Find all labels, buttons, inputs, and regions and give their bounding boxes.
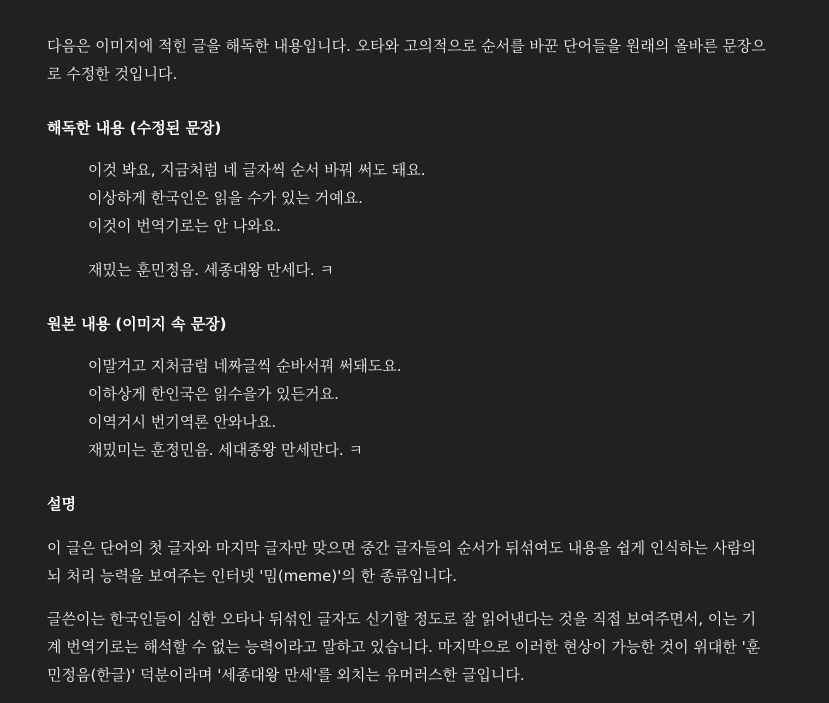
intro-paragraph: 다음은 이미지에 적힌 글을 해독한 내용입니다. 오타와 고의적으로 순서를 바꾼 단어들을 원래의 올바른 문장으로 수정한 것입니다. bbox=[47, 37, 766, 83]
original-heading: 원본 내용 (이미지 속 문장) bbox=[47, 315, 227, 333]
decoded-quote bbox=[88, 156, 748, 240]
decoded-line-1: 이것 봐요, 지금처럼 네 글자씩 순서 바꿔 써도 돼요. bbox=[88, 161, 426, 179]
decoded-line-2: 이상하게 한국인은 읽을 수가 있는 거예요. bbox=[88, 189, 363, 207]
original-line-4: 재밌미는 훈정민음. 세대종왕 만세만다. ㅋ bbox=[88, 441, 363, 459]
decoded-last-line: 재밌는 훈민정음. 세종대왕 만세다. ㅋ bbox=[88, 261, 334, 279]
decoded-line-3: 이것이 번역기로는 안 나와요. bbox=[88, 217, 281, 235]
decoded-last-quote bbox=[88, 256, 748, 284]
explanation-paragraph-2: 글쓴이는 한국인들이 심한 오타나 뒤섞인 글자도 신기할 정도로 잘 읽어낸다는 것을 직접 보여주면서, 이는 기계 번역기로는 해석할 수 없는 능력이라고 말하고 있습니다. 마지막으로 이러한 현상이 가능한 것이 위대한 '훈민정음(한글)' 덕분이라며 '세종대왕 만세'를 외치는 유머러스한 글입니다. bbox=[47, 610, 761, 684]
original-line-2: 이하상게 한인국은 읽수을가 있든거요. bbox=[88, 385, 339, 403]
original-line-1: 이말거고 지처금럼 네짜글씩 순바서꿔 써돼도요. bbox=[88, 357, 402, 375]
original-quote bbox=[88, 352, 748, 464]
explanation-paragraph-1: 이 글은 단어의 첫 글자와 마지막 글자만 맞으면 중간 글자들의 순서가 뒤섞여도 내용을 쉽게 인식하는 사람의 뇌 처리 능력을 보여주는 인터넷 '밈(meme)'의 한 종류입니다. bbox=[47, 539, 757, 585]
explanation-heading: 설명 bbox=[47, 495, 76, 513]
original-line-3: 이역거시 번기역론 안와나요. bbox=[88, 413, 277, 431]
decoded-heading: 해독한 내용 (수정된 문장) bbox=[47, 119, 222, 137]
